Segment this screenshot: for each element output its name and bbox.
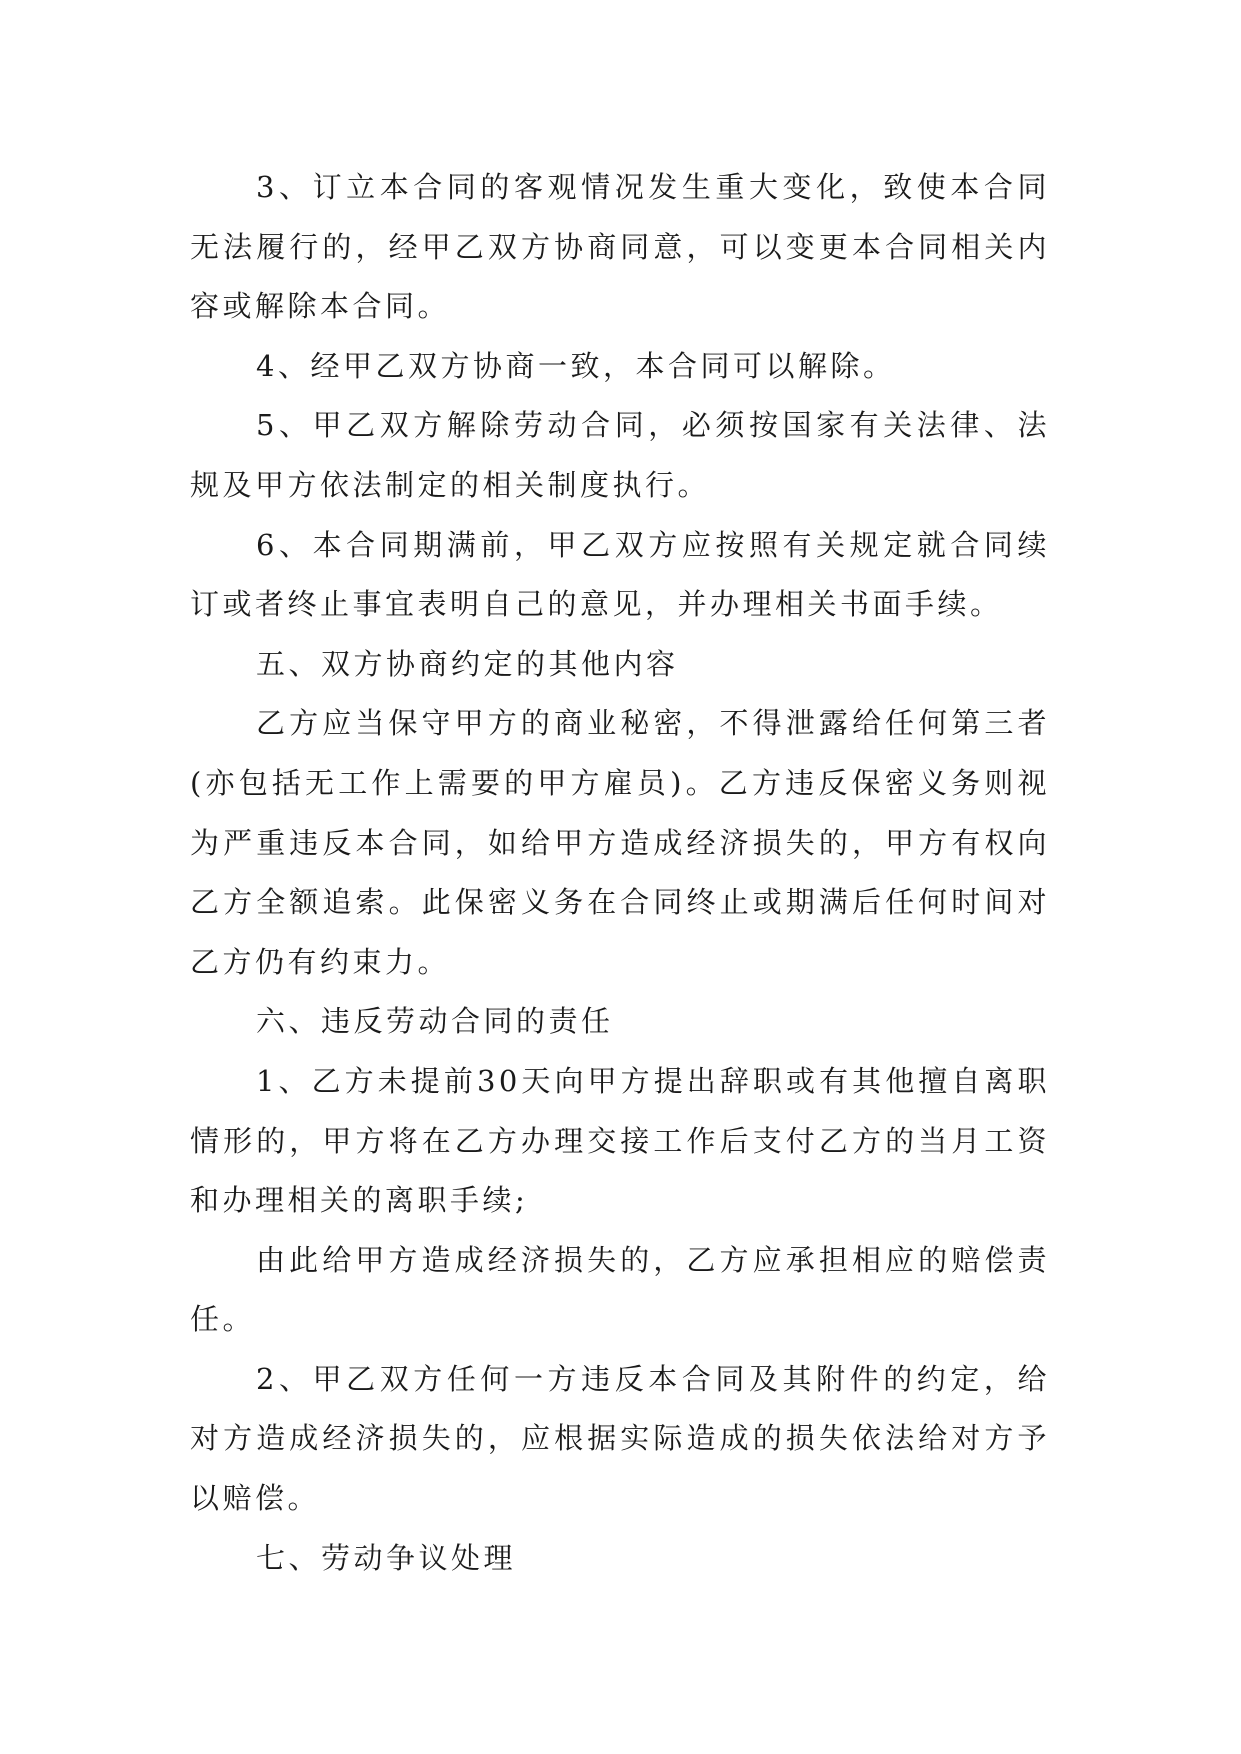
section-5-heading: 五、双方协商约定的其他内容 [256, 646, 679, 681]
clause-5-termination-rules: 5、甲乙双方解除劳动合同，必须按国家有关法律、法规及甲方依法制定的相关制度执行。 [190, 408, 1050, 502]
clause-6-renewal: 6、本合同期满前，甲乙双方应按照有关规定就合同续订或者终止事宜表明自己的意见，并办理相关书面手续。 [190, 527, 1050, 622]
liability-clause-1-compensation: 由此给甲方造成经济损失的，乙方应承担相应的赔偿责任。 [190, 1242, 1050, 1337]
clause-4-mutual-termination: 4、经甲乙双方协商一致，本合同可以解除。 [256, 348, 896, 383]
section-6-heading: 六、违反劳动合同的责任 [256, 1004, 614, 1039]
document-body [190, 158, 1050, 1588]
liability-clause-2: 2、甲乙双方任何一方违反本合同及其附件的约定，给对方造成经济损失的，应根据实际造成的损失依法给对方予以赔偿。 [190, 1361, 1050, 1516]
section-7-heading: 七、劳动争议处理 [256, 1540, 517, 1575]
liability-clause-1: 1、乙方未提前30天向甲方提出辞职或有其他擅自离职情形的，甲方将在乙方办理交接工作后支付乙方的当月工资和办理相关的离职手续; [190, 1063, 1050, 1218]
confidentiality-paragraph: 乙方应当保守甲方的商业秘密，不得泄露给任何第三者(亦包括无工作上需要的甲方雇员)。乙方违反保密义务则视为严重违反本合同，如给甲方造成经济损失的，甲方有权向乙方全额追索。此保密义务在合同终止或期满后任何时间对乙方仍有约束力。 [190, 706, 1050, 979]
clause-3-change-of-circumstances: 3、订立本合同的客观情况发生重大变化，致使本合同无法履行的，经甲乙双方协商同意，可以变更本合同相关内容或解除本合同。 [190, 170, 1050, 324]
